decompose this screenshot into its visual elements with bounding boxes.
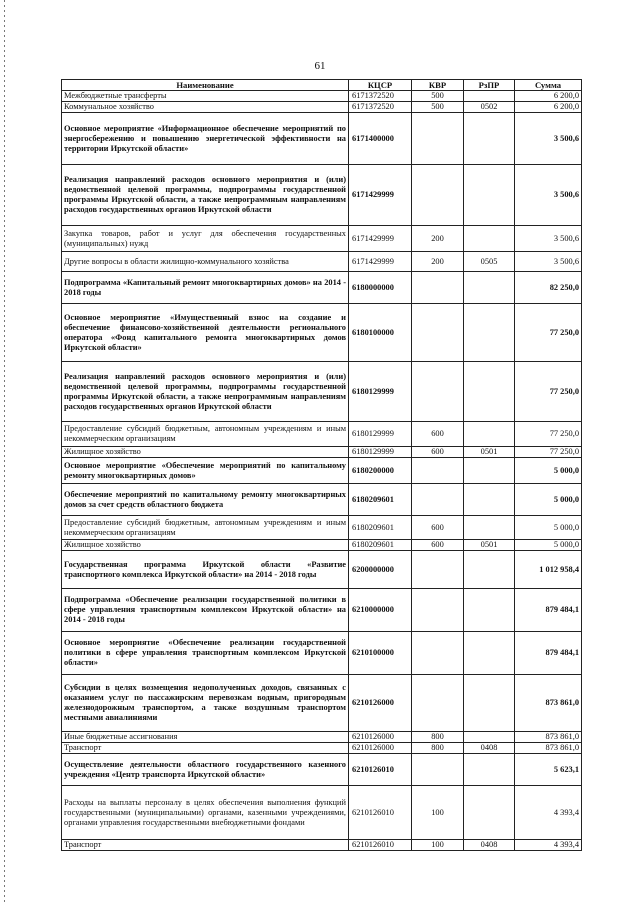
- table-row: [62, 447, 582, 458]
- cell-rzpr: [464, 632, 515, 675]
- cell-rzpr: [464, 754, 515, 786]
- cell-kvr: 200: [412, 226, 464, 252]
- cell-kvr: [412, 675, 464, 732]
- header-kcsr: КЦСР: [349, 80, 412, 91]
- cell-rzpr: 0501: [464, 540, 515, 551]
- cell-rzpr: [464, 113, 515, 165]
- cell-kcsr: 6210100000: [349, 632, 412, 675]
- cell-kcsr: 6180209601: [349, 484, 412, 516]
- cell-sum: 873 861,0: [515, 732, 582, 743]
- cell-kvr: 600: [412, 540, 464, 551]
- cell-rzpr: 0505: [464, 252, 515, 272]
- table-row: [62, 484, 582, 516]
- cell-sum: 5 000,0: [515, 540, 582, 551]
- cell-sum: 873 861,0: [515, 743, 582, 754]
- cell-kvr: [412, 484, 464, 516]
- cell-rzpr: [464, 589, 515, 632]
- cell-rzpr: [464, 732, 515, 743]
- page-number: 61: [314, 60, 326, 72]
- cell-sum: 77 250,0: [515, 422, 582, 447]
- table-row: [62, 113, 582, 165]
- cell-name: Жилищное хозяйство: [62, 540, 349, 551]
- cell-rzpr: [464, 675, 515, 732]
- cell-sum: 5 623,1: [515, 754, 582, 786]
- table-row: [62, 226, 582, 252]
- table-row: [62, 840, 582, 851]
- cell-kvr: [412, 632, 464, 675]
- cell-rzpr: [464, 458, 515, 484]
- cell-rzpr: 0502: [464, 102, 515, 113]
- cell-kvr: 600: [412, 447, 464, 458]
- cell-kvr: [412, 113, 464, 165]
- table-row: [62, 91, 582, 102]
- cell-name: Основное мероприятие «Обеспечение реализации государственной политики в сфере управления транспортным комплексом Иркутской области»: [62, 632, 349, 675]
- table-row: [62, 540, 582, 551]
- cell-kcsr: 6180200000: [349, 458, 412, 484]
- cell-sum: 3 500,6: [515, 165, 582, 226]
- cell-kcsr: 6171372520: [349, 102, 412, 113]
- cell-kvr: [412, 754, 464, 786]
- cell-sum: 77 250,0: [515, 362, 582, 422]
- cell-kcsr: 6210000000: [349, 589, 412, 632]
- cell-name: Субсидии в целях возмещения недополученных доходов, связанных с оказанием услуг по пассажирским перевозкам водным, пригородным железнодорожным транспортом, а также воздушным транспортом местными авиалиниями: [62, 675, 349, 732]
- table-row: [62, 362, 582, 422]
- table-row: [62, 589, 582, 632]
- cell-sum: 82 250,0: [515, 272, 582, 304]
- cell-sum: 4 393,4: [515, 786, 582, 840]
- cell-sum: 879 484,1: [515, 589, 582, 632]
- cell-kcsr: 6210126010: [349, 754, 412, 786]
- table-row: [62, 732, 582, 743]
- cell-name: Транспорт: [62, 743, 349, 754]
- cell-name: Основное мероприятие «Информационное обеспечение мероприятий по энергосбережению и повышению энергетической эффективности на территории Иркутской области»: [62, 113, 349, 165]
- cell-name: Коммунальное хозяйство: [62, 102, 349, 113]
- table-row: [62, 102, 582, 113]
- cell-kcsr: 6180000000: [349, 272, 412, 304]
- cell-sum: 5 000,0: [515, 516, 582, 540]
- cell-rzpr: [464, 551, 515, 589]
- table-body: [62, 91, 582, 851]
- cell-sum: 6 200,0: [515, 91, 582, 102]
- cell-kvr: 800: [412, 732, 464, 743]
- table-row: [62, 422, 582, 447]
- cell-rzpr: 0408: [464, 743, 515, 754]
- header-rzpr: РзПР: [464, 80, 515, 91]
- cell-name: Подпрограмма «Обеспечение реализации государственной политики в сфере управления транспортным комплексом Иркутской области» на 2014 - 2018 годы: [62, 589, 349, 632]
- header-name: Наименование: [62, 80, 349, 91]
- cell-name: Предоставление субсидий бюджетным, автономным учреждениям и иным некоммерческим организациям: [62, 422, 349, 447]
- table-row: [62, 743, 582, 754]
- cell-kcsr: 6210126000: [349, 743, 412, 754]
- cell-kcsr: 6210126000: [349, 675, 412, 732]
- cell-kvr: 200: [412, 252, 464, 272]
- cell-kcsr: 6171429999: [349, 252, 412, 272]
- cell-kcsr: 6180129999: [349, 447, 412, 458]
- cell-name: Основное мероприятие «Имущественный взнос на создание и обеспечение финансово-хозяйственной деятельности регионального оператора «Фонд капитального ремонта многоквартирных домов Иркутской области»: [62, 304, 349, 362]
- cell-name: Предоставление субсидий бюджетным, автономным учреждениям и иным некоммерческим организациям: [62, 516, 349, 540]
- cell-rzpr: [464, 272, 515, 304]
- cell-kcsr: 6180209601: [349, 516, 412, 540]
- cell-sum: 5 000,0: [515, 458, 582, 484]
- table-row: [62, 551, 582, 589]
- cell-name: Другие вопросы в области жилищно-коммунального хозяйства: [62, 252, 349, 272]
- cell-kvr: [412, 551, 464, 589]
- table-header-row: [62, 80, 582, 91]
- cell-kvr: [412, 272, 464, 304]
- cell-kvr: 100: [412, 840, 464, 851]
- cell-sum: 3 500,6: [515, 113, 582, 165]
- cell-rzpr: [464, 516, 515, 540]
- cell-sum: 879 484,1: [515, 632, 582, 675]
- cell-rzpr: [464, 484, 515, 516]
- scan-edge-line: [4, 0, 5, 905]
- cell-kcsr: 6171400000: [349, 113, 412, 165]
- cell-kcsr: 6171372520: [349, 91, 412, 102]
- cell-sum: 6 200,0: [515, 102, 582, 113]
- cell-rzpr: [464, 226, 515, 252]
- cell-kcsr: 6210126010: [349, 786, 412, 840]
- cell-name: Основное мероприятие «Обеспечение мероприятий по капитальному ремонту многоквартирных домов»: [62, 458, 349, 484]
- cell-kcsr: 6171429999: [349, 226, 412, 252]
- cell-kcsr: 6200000000: [349, 551, 412, 589]
- cell-name: Реализация направлений расходов основного мероприятия и (или) ведомственной целевой программы, подпрограммы государственной программы Иркутской области, а также непрограммным направлениям расходов государственных органов Иркутской области: [62, 165, 349, 226]
- cell-kcsr: 6180129999: [349, 422, 412, 447]
- cell-kvr: [412, 589, 464, 632]
- cell-name: Расходы на выплаты персоналу в целях обеспечения выполнения функций государственными (муниципальными) органами, казенными учреждениями, органами управления государственными внебюджетными фондами: [62, 786, 349, 840]
- cell-name: Обеспечение мероприятий по капитальному ремонту многоквартирных домов за счет средств областного бюджета: [62, 484, 349, 516]
- cell-rzpr: [464, 91, 515, 102]
- cell-kvr: 600: [412, 422, 464, 447]
- cell-sum: 4 393,4: [515, 840, 582, 851]
- table-row: [62, 252, 582, 272]
- cell-sum: 3 500,6: [515, 226, 582, 252]
- cell-name: Жилищное хозяйство: [62, 447, 349, 458]
- cell-name: Межбюджетные трансферты: [62, 91, 349, 102]
- table-row: [62, 304, 582, 362]
- cell-name: Иные бюджетные ассигнования: [62, 732, 349, 743]
- cell-kvr: 600: [412, 516, 464, 540]
- cell-sum: 77 250,0: [515, 447, 582, 458]
- cell-kcsr: 6180129999: [349, 362, 412, 422]
- table-row: [62, 165, 582, 226]
- cell-name: Закупка товаров, работ и услуг для обеспечения государственных (муниципальных) нужд: [62, 226, 349, 252]
- table-row: [62, 675, 582, 732]
- table-row: [62, 754, 582, 786]
- cell-kvr: [412, 165, 464, 226]
- cell-name: Транспорт: [62, 840, 349, 851]
- cell-name: Подпрограмма «Капитальный ремонт многоквартирных домов» на 2014 - 2018 годы: [62, 272, 349, 304]
- cell-kcsr: 6180100000: [349, 304, 412, 362]
- cell-sum: 873 861,0: [515, 675, 582, 732]
- cell-kcsr: 6210126000: [349, 732, 412, 743]
- cell-rzpr: [464, 786, 515, 840]
- cell-rzpr: [464, 422, 515, 447]
- cell-kvr: [412, 304, 464, 362]
- cell-rzpr: [464, 304, 515, 362]
- cell-rzpr: [464, 362, 515, 422]
- header-sum: Сумма: [515, 80, 582, 91]
- table-row: [62, 458, 582, 484]
- cell-kcsr: 6171429999: [349, 165, 412, 226]
- cell-sum: 5 000,0: [515, 484, 582, 516]
- cell-kvr: [412, 458, 464, 484]
- header-kvr: КВР: [412, 80, 464, 91]
- cell-sum: 77 250,0: [515, 304, 582, 362]
- table-row: [62, 786, 582, 840]
- table-row: [62, 272, 582, 304]
- cell-kvr: 500: [412, 102, 464, 113]
- cell-kvr: 500: [412, 91, 464, 102]
- cell-sum: 1 012 958,4: [515, 551, 582, 589]
- cell-rzpr: 0501: [464, 447, 515, 458]
- cell-kvr: 800: [412, 743, 464, 754]
- cell-kvr: [412, 362, 464, 422]
- cell-sum: 3 500,6: [515, 252, 582, 272]
- cell-kvr: 100: [412, 786, 464, 840]
- cell-name: Осуществление деятельности областного государственного казенного учреждения «Центр транспорта Иркутской области»: [62, 754, 349, 786]
- cell-rzpr: 0408: [464, 840, 515, 851]
- cell-kcsr: 6180209601: [349, 540, 412, 551]
- cell-kcsr: 6210126010: [349, 840, 412, 851]
- cell-name: Реализация направлений расходов основного мероприятия и (или) ведомственной целевой программы, подпрограммы государственной программы Иркутской области, а также непрограммным направлениям расходов государственных органов Иркутской области: [62, 362, 349, 422]
- cell-name: Государственная программа Иркутской области «Развитие транспортного комплекса Иркутской области» на 2014 - 2018 годы: [62, 551, 349, 589]
- table-row: [62, 516, 582, 540]
- cell-rzpr: [464, 165, 515, 226]
- table-row: [62, 632, 582, 675]
- budget-table: [61, 79, 582, 851]
